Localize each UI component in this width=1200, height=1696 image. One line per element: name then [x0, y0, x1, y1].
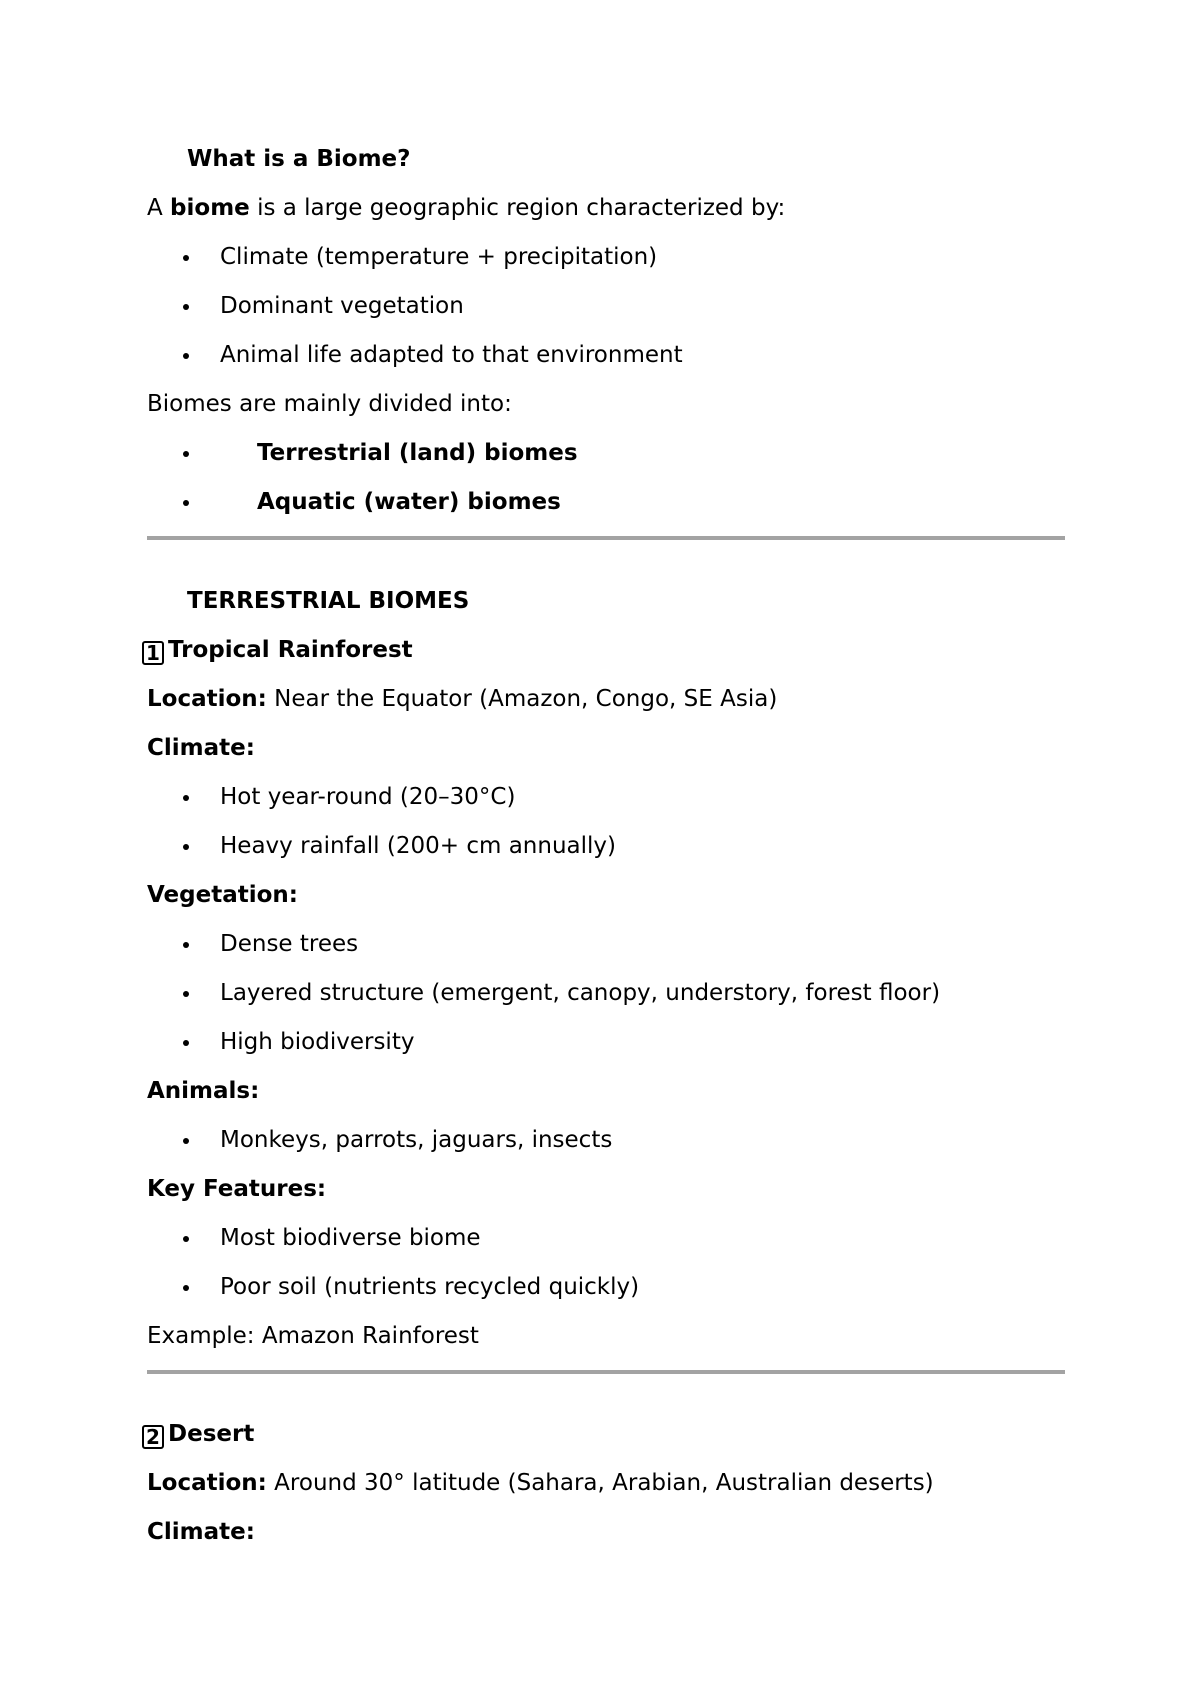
location-label: Location:	[147, 686, 267, 712]
climate-label: Climate:	[147, 1519, 255, 1545]
division-lead: Biomes are mainly divided into:	[147, 391, 512, 417]
bullet-icon	[182, 1027, 194, 1057]
climate-item: Hot year-round (20–30°C)	[220, 784, 516, 810]
location-line	[147, 1468, 934, 1498]
bullet-icon	[182, 487, 194, 517]
number-badge: 2	[142, 1425, 164, 1449]
bullet-icon	[182, 1272, 194, 1302]
characteristic-item: Dominant vegetation	[220, 293, 464, 319]
definition-rest: is a large geographic region characterized by:	[249, 195, 786, 221]
bullet-icon	[182, 929, 194, 959]
division-item: Aquatic (water) biomes	[257, 489, 561, 515]
vegetation-item: Dense trees	[220, 931, 359, 957]
definition-term: biome	[170, 195, 250, 221]
climate-label: Climate:	[147, 735, 255, 761]
number-badge: 1	[142, 641, 164, 665]
intro-title: What is a Biome?	[187, 146, 411, 172]
features-item: Most biodiverse biome	[220, 1225, 481, 1251]
bullet-icon	[182, 291, 194, 321]
features-item: Poor soil (nutrients recycled quickly)	[220, 1274, 640, 1300]
vegetation-item: Layered structure (emergent, canopy, understory, forest floor)	[220, 980, 941, 1006]
vegetation-item: High biodiversity	[220, 1029, 415, 1055]
bullet-icon	[182, 340, 194, 370]
biome-title-desert	[142, 1419, 254, 1449]
location-label: Location:	[147, 1470, 267, 1496]
bullet-icon	[182, 242, 194, 272]
bullet-icon	[182, 831, 194, 861]
division-item: Terrestrial (land) biomes	[257, 440, 578, 466]
bullet-icon	[182, 1125, 194, 1155]
biome-title-rainforest	[142, 635, 413, 665]
section-divider	[147, 1370, 1065, 1374]
bullet-icon	[182, 438, 194, 468]
biome-title-text: Tropical Rainforest	[168, 637, 413, 663]
vegetation-label: Vegetation:	[147, 882, 298, 908]
section-heading: TERRESTRIAL BIOMES	[187, 588, 470, 614]
bullet-icon	[182, 978, 194, 1008]
example-line: Example: Amazon Rainforest	[147, 1323, 479, 1349]
animals-item: Monkeys, parrots, jaguars, insects	[220, 1127, 613, 1153]
characteristic-item: Animal life adapted to that environment	[220, 342, 683, 368]
animals-label: Animals:	[147, 1078, 260, 1104]
section-divider	[147, 536, 1065, 540]
biome-definition	[147, 193, 785, 223]
biome-title-text: Desert	[168, 1421, 255, 1447]
location-value: Around 30° latitude (Sahara, Arabian, Australian deserts)	[266, 1470, 934, 1496]
features-label: Key Features:	[147, 1176, 327, 1202]
bullet-icon	[182, 1223, 194, 1253]
climate-item: Heavy rainfall (200+ cm annually)	[220, 833, 616, 859]
location-line	[147, 684, 777, 714]
location-value: Near the Equator (Amazon, Congo, SE Asia)	[266, 686, 778, 712]
definition-prefix: A	[147, 195, 171, 221]
characteristic-item: Climate (temperature + precipitation)	[220, 244, 658, 270]
bullet-icon	[182, 782, 194, 812]
